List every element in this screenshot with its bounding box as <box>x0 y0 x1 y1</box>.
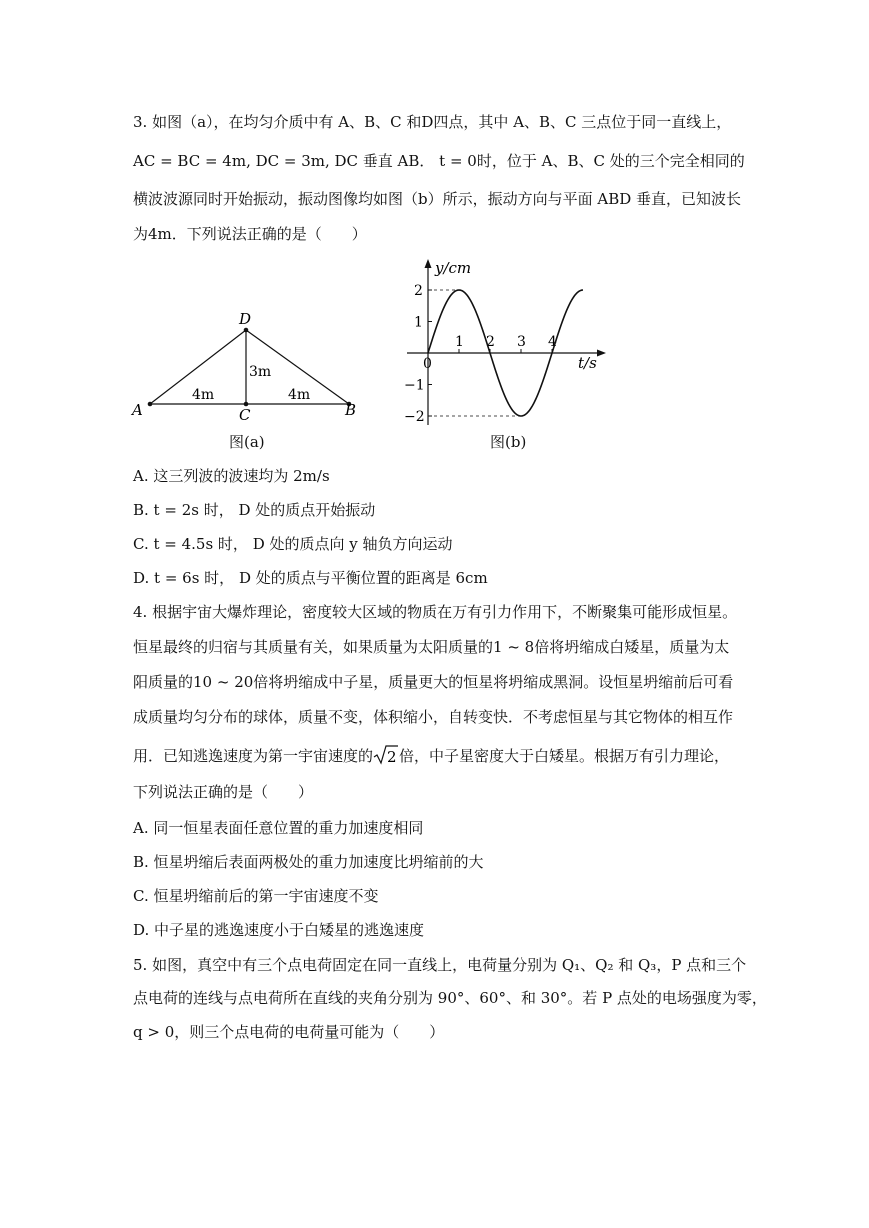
point-label-A: A <box>132 401 143 419</box>
point-label-D: D <box>239 310 252 328</box>
q3-stem-line-2: AC = BC = 4m, DC = 3m, DC 垂直 AB． t = 0时，位于 A、B、C 处的三个完全相同的 <box>133 152 745 170</box>
q3-stem-line-1: 3. 如图（a），在均匀介质中有 A、B、C 和D四点，其中 A、B、C 三点位于同一直线上， <box>133 113 732 131</box>
q4-line5-pre: 用．已知逃逸速度为第一宇宙速度的 <box>133 747 374 765</box>
q4-stem-line-2: 恒星最终的归宿与其质量有关，如果质量为太阳质量的1 ~ 8倍将坍缩成白矮星，质量为太 <box>133 638 730 656</box>
q4-stem-line-4: 成质量均匀分布的球体，质量不变，体积缩小，自转变快．不考虑恒星与其它物体的相互作 <box>133 708 734 726</box>
point-label-B: B <box>345 401 357 419</box>
length-label-CB: 4m <box>288 387 311 403</box>
q5-stem-line-3: q > 0，则三个点电荷的电荷量可能为（ ） <box>133 1023 445 1041</box>
q3-stem-line-3: 横波波源同时开始振动，振动图像均如图（b）所示，振动方向与平面 ABD 垂直，已知波长 <box>133 190 742 208</box>
y-tick-label: −1 <box>404 377 425 394</box>
q4-option-c: C. 恒星坍缩前后的第一宇宙速度不变 <box>133 887 379 905</box>
q4-stem-line-5 <box>133 744 743 766</box>
x-tick-label: 1 <box>455 334 464 350</box>
q3-option-c: C. t = 4.5s 时， D 处的质点向 y 轴负方向运动 <box>133 535 453 553</box>
x-tick-label: 4 <box>548 334 557 350</box>
figure-b-caption: 图(b) <box>490 433 527 451</box>
q3-option-a: A. 这三列波的波速均为 2m/s <box>133 467 330 485</box>
x-tick-label: 2 <box>486 334 495 350</box>
q4-stem-line-3: 阳质量的10 ~ 20倍将坍缩成中子星，质量更大的恒星将坍缩成黑洞。设恒星坍缩前后可看 <box>133 673 734 691</box>
length-label-DC: 3m <box>249 364 272 380</box>
q4-option-d: D. 中子星的逃逸速度小于白矮星的逃逸速度 <box>133 921 425 939</box>
y-tick-label: 2 <box>414 283 423 299</box>
q5-stem-line-2: 点电荷的连线与点电荷所在直线的夹角分别为 90°、60°、和 30°。若 P 点处的电场强度为零， <box>133 989 767 1007</box>
y-tick-label: −2 <box>404 409 425 425</box>
q4-line5-post: 倍，中子星密度大于白矮星。根据万有引力理论， <box>399 747 730 765</box>
y-tick-label: 1 <box>414 314 423 331</box>
figure-a-triangle <box>125 305 375 425</box>
x-axis-label: t/s <box>578 354 597 372</box>
length-label-AC: 4m <box>192 387 215 403</box>
sqrt-radicand: 2 <box>387 748 397 766</box>
q3-option-b: B. t = 2s 时， D 处的质点开始振动 <box>133 501 376 519</box>
origin-label: 0 <box>423 356 432 372</box>
q3-option-d: D. t = 6s 时， D 处的质点与平衡位置的距离是 6cm <box>133 569 488 587</box>
y-axis-label: y/cm <box>435 259 472 277</box>
point-label-C: C <box>239 406 251 424</box>
q3-stem-line-4: 为4m．下列说法正确的是（ ） <box>133 225 367 243</box>
q4-stem-line-1: 4. 根据宇宙大爆炸理论，密度较大区域的物质在万有引力作用下，不断聚集可能形成恒星。 <box>133 603 738 621</box>
sqrt-symbol <box>373 744 399 766</box>
figure-a-caption: 图(a) <box>229 433 265 451</box>
x-tick-label: 3 <box>517 334 526 350</box>
q4-option-b: B. 恒星坍缩后表面两极处的重力加速度比坍缩前的大 <box>133 853 484 871</box>
q5-stem-line-1: 5. 如图，真空中有三个点电荷固定在同一直线上，电荷量分别为 Q₁、Q₂ 和 Q₃，P 点和三个 <box>133 956 747 974</box>
q4-option-a: A. 同一恒星表面任意位置的重力加速度相同 <box>133 819 424 837</box>
q4-stem-line-6: 下列说法正确的是（ ） <box>133 783 314 801</box>
figure-b-vibration-graph <box>395 255 610 430</box>
